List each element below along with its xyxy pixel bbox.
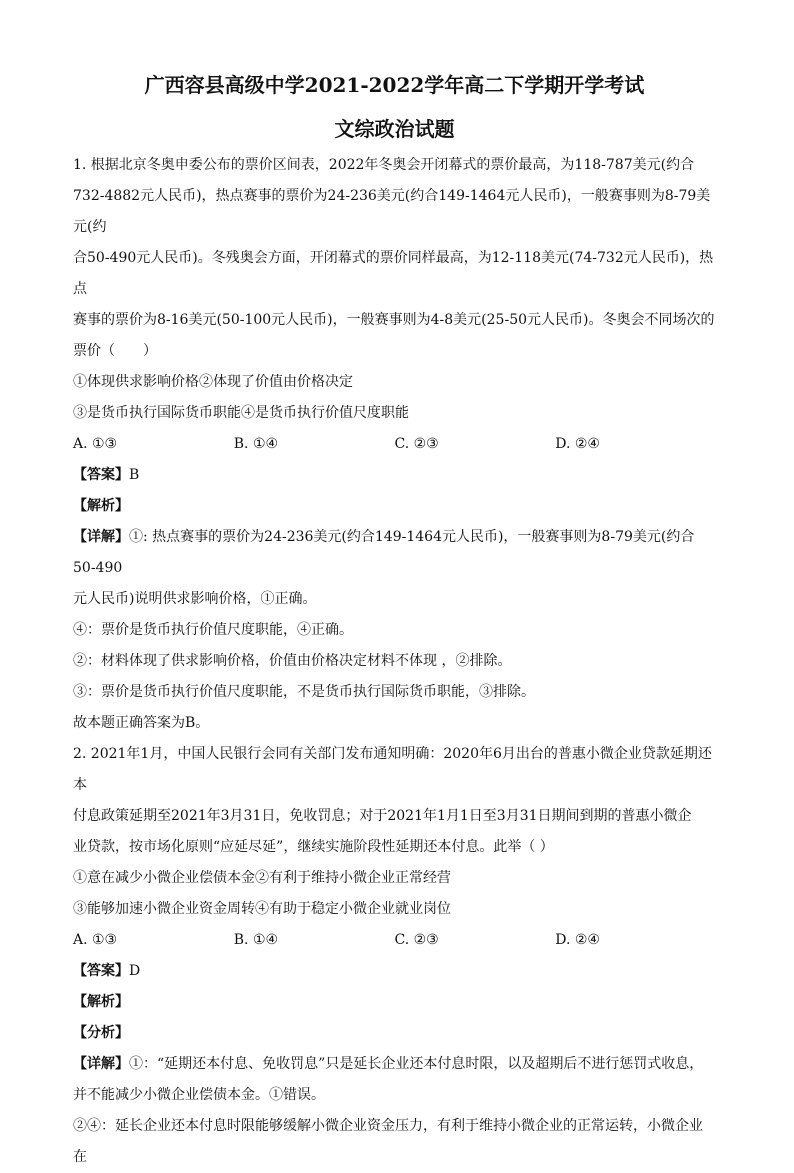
answer-line — [73, 956, 716, 987]
question-stem-line: 票价（ ） — [73, 343, 157, 359]
question-stem-line: 2. 2021年1月，中国人民银行会同有关部门发布通知明确：2020年6月出台的普惠小微企业贷款延期还本 — [73, 746, 712, 793]
detail-text: ①: 热点赛事的票价为24-236美元(约合149-1464元人民币)，一般赛事则为8-79美元(约合50-490 — [73, 529, 695, 576]
option-a: A. ①③ — [73, 932, 118, 948]
detail-label: 【详解】 — [73, 529, 129, 545]
question-stem-line: 付息政策延期至2021年3月31日，免收罚息；对于2021年1月1日至3月31日期间到期的普惠小微企 — [73, 808, 692, 824]
question-item: ③能够加速小微企业资金周转④有助于稳定小微企业就业岗位 — [73, 901, 451, 917]
detail-line: ④：票价是货币执行价值尺度职能，④正确。 — [73, 622, 353, 638]
answer-options — [73, 925, 716, 956]
option-b: B. ①④ — [233, 932, 279, 948]
detail-line — [73, 1049, 716, 1080]
detail-text: ①：“延期还本付息、免收罚息”只是延长企业还本付息时限，以及超期后不进行惩罚式收息， — [129, 1056, 704, 1072]
question-item: ①意在减少小微企业偿债本金②有利于维持小微企业正常经营 — [73, 870, 451, 886]
question-1 — [73, 150, 716, 739]
answer-value: B — [129, 467, 140, 483]
detail-line — [73, 522, 716, 584]
question-stem-line: 赛事的票价为8-16美元(50-100元人民币)，一般赛事则为4-8美元(25-50元人民币)。冬奥会不同场次的 — [73, 312, 715, 328]
detail-line: 元人民币)说明供求影响价格，①正确。 — [73, 591, 317, 607]
detail-label: 【详解】 — [73, 1056, 129, 1072]
detail-line: ②：材料体现了供求影响价格，价值由价格决定材料不体现 ，②排除。 — [73, 653, 512, 669]
question-stem-line: 1. 根据北京冬奥申委公布的票价区间表，2022年冬奥会开闭幕式的票价最高，为118-787美元(约合 — [73, 157, 695, 173]
option-c: C. ②③ — [394, 932, 439, 948]
answer-label: 【答案】 — [73, 467, 129, 483]
question-stem-line: 合50-490元人民币)。冬残奥会方面，开闭幕式的票价同样最高，为12-118美元(74-732元人民币)，热点 — [73, 250, 714, 297]
option-b: B. ①④ — [233, 436, 279, 452]
question-stem-line: 业贷款，按市场化原则“应延尽延”，继续实施阶段性延期还本付息。此举（ ） — [73, 839, 554, 855]
detail-line: 并不能减少小微企业偿债本金。①错误。 — [73, 1087, 325, 1103]
page-subtitle: 文综政治试题 — [334, 117, 455, 141]
page-title: 广西容县高级中学2021-2022学年高二下学期开学考试 — [144, 73, 645, 97]
analysis-label: 【解析】 — [73, 994, 129, 1010]
answer-options — [73, 429, 716, 460]
question-stem-line: 732-4882元人民币)，热点赛事的票价为24-236美元(约合149-1464元人民币)，一般赛事则为8-79美元(约 — [73, 188, 711, 235]
answer-label: 【答案】 — [73, 963, 129, 979]
detail-line: 故本题正确答案为B。 — [73, 715, 210, 731]
answer-line — [73, 460, 716, 491]
option-d: D. ②④ — [555, 436, 600, 452]
option-a: A. ①③ — [73, 436, 118, 452]
option-c: C. ②③ — [394, 436, 439, 452]
question-2 — [73, 739, 716, 1173]
question-item: ①体现供求影响价格②体现了价值由价格决定 — [73, 374, 353, 390]
answer-value: D — [129, 963, 141, 979]
detail-line: ③：票价是货币执行价值尺度职能，不是货币执行国际货币职能，③排除。 — [73, 684, 535, 700]
option-d: D. ②④ — [555, 932, 600, 948]
analysis-label: 【解析】 — [73, 498, 129, 514]
fenxi-label: 【分析】 — [73, 1025, 129, 1041]
detail-line: ②④：延长企业还本付息时限能够缓解小微企业资金压力，有利于维持小微企业的正常运转，小微企业在 — [73, 1118, 703, 1165]
question-item: ③是货币执行国际货币职能④是货币执行价值尺度职能 — [73, 405, 409, 421]
